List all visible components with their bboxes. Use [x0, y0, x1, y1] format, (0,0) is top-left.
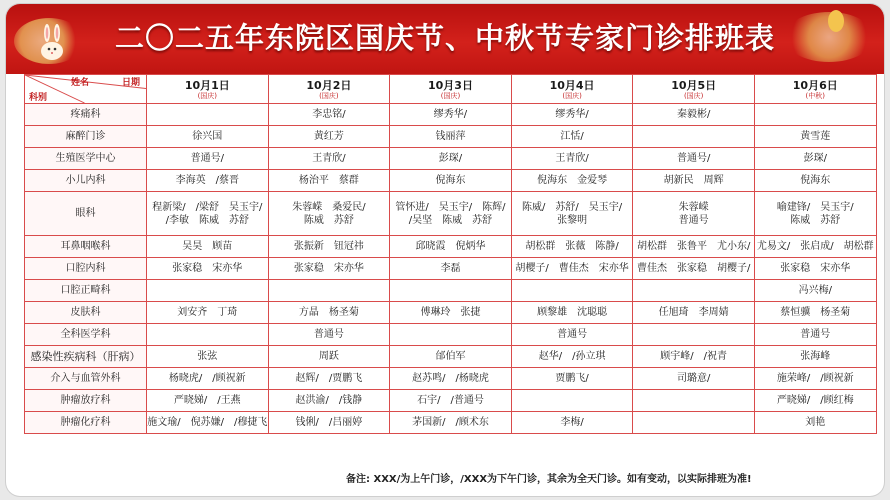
- department-name: 介入与血管外科: [25, 368, 147, 390]
- doctor-cell: [390, 390, 512, 412]
- corner-date-label: 日期: [121, 78, 140, 88]
- doctor-cell: [633, 192, 755, 236]
- date-label: 10月6日: [792, 79, 838, 92]
- doctor-names: 朱蓉嵘 桑爱民/: [292, 201, 366, 213]
- doctor-cell: [147, 104, 269, 126]
- doctor-names: 普通号/: [676, 153, 711, 164]
- doctor-cell: [511, 258, 633, 280]
- holiday-label: (国庆): [319, 92, 339, 100]
- doctor-cell: [633, 258, 755, 280]
- holiday-label: (国庆): [440, 92, 461, 100]
- date-header: [511, 75, 633, 104]
- doctor-names: 石宇/ /普通号: [417, 395, 484, 406]
- holiday-label: (国庆): [562, 92, 582, 100]
- date-label: 10月3日: [428, 79, 473, 92]
- doctor-cell: [147, 258, 269, 280]
- doctor-names: 严晓娣/ /王燕: [173, 395, 241, 406]
- doctor-cell: [754, 236, 876, 258]
- doctor-names: 严晓娣/ /顾红梅: [776, 395, 854, 406]
- doctor-names: 张弦: [197, 351, 218, 362]
- doctor-cell: [390, 368, 512, 390]
- doctor-names: 李梅/: [560, 417, 584, 428]
- doctor-cell: [511, 412, 633, 434]
- doctor-cell: [268, 126, 390, 148]
- table-row: [25, 412, 877, 434]
- doctor-cell: [147, 148, 269, 170]
- doctor-names: 顾黎雄 沈聪聪: [537, 307, 608, 318]
- doctor-names: 陈威 苏舒: [790, 214, 841, 226]
- doctor-cell: [754, 170, 876, 192]
- doctor-names: 尤易文/ 张启成/ 胡松群: [756, 241, 874, 252]
- doctor-cell: [754, 390, 876, 412]
- date-label: 10月1日: [184, 79, 230, 92]
- date-header: [268, 75, 390, 104]
- doctor-names: 倪海东: [435, 175, 466, 186]
- footnote: 备注: XXX/为上午门诊，/XXX为下午门诊，其余为全天门诊。如有变动，以实际排班为准!: [346, 474, 752, 485]
- doctor-names: 倪海东: [800, 175, 831, 186]
- doctor-cell: [268, 368, 390, 390]
- doctor-names: 赵华/ /孙立琪: [538, 351, 606, 362]
- doctor-names: 刘安齐 丁琦: [177, 307, 238, 318]
- corner-cell: [25, 75, 147, 104]
- doctor-names: 普通号: [800, 329, 831, 340]
- doctor-names: 任旭琦 李周婧: [658, 307, 729, 318]
- doctor-names: 王青欣/: [555, 153, 589, 164]
- doctor-cell: [147, 126, 269, 148]
- doctor-names: 赵苏鸣/ /杨晓虎: [412, 373, 489, 384]
- lantern-icon: [828, 10, 844, 32]
- header-row: [25, 75, 877, 104]
- doctor-cell: [511, 324, 633, 346]
- doctor-cell: [390, 280, 512, 302]
- doctor-cell: [390, 148, 512, 170]
- date-label: 10月4日: [549, 79, 595, 92]
- doctor-names: 管怀进/ 吴玉宇/ 陈辉/: [395, 201, 506, 213]
- doctor-names: 张家稳 宋亦华: [293, 263, 364, 274]
- doctor-names: 施文瑜/ 倪苏嫌/ /穆捷飞: [147, 417, 268, 428]
- doctor-names: 普通号: [313, 329, 344, 340]
- doctor-cell: [390, 170, 512, 192]
- department-name: 小儿内科: [25, 170, 147, 192]
- doctor-names: 黄红芳: [313, 131, 344, 142]
- doctor-cell: [633, 148, 755, 170]
- doctor-names: 方晶 杨圣菊: [298, 307, 359, 318]
- doctor-cell: [633, 170, 755, 192]
- doctor-cell: [754, 192, 876, 236]
- doctor-names: 胡新民 周辉: [663, 175, 724, 186]
- doctor-cell: [268, 412, 390, 434]
- doctor-names: 普通号: [678, 214, 709, 226]
- doctor-cell: [268, 104, 390, 126]
- date-label: 10月5日: [671, 79, 717, 92]
- doctor-names: /吴坚 陈威 苏舒: [408, 214, 493, 226]
- table-row: [25, 126, 877, 148]
- doctor-cell: [390, 126, 512, 148]
- doctor-cell: [268, 148, 390, 170]
- department-name: 肿瘤化疗科: [25, 412, 147, 434]
- doctor-cell: [511, 280, 633, 302]
- department-name: 感染性疾病科（肝病）: [25, 346, 147, 368]
- doctor-names: 赵洪渝/ /钱静: [295, 395, 363, 406]
- doctor-names: 杨治平 蔡群: [298, 175, 359, 186]
- doctor-names: 吴昊 顾苗: [182, 241, 233, 252]
- doctor-names: 司璐意/: [676, 373, 711, 384]
- doctor-cell: [511, 302, 633, 324]
- department-name: 肿瘤放疗科: [25, 390, 147, 412]
- doctor-cell: [147, 280, 269, 302]
- department-name: 麻醉门诊: [25, 126, 147, 148]
- doctor-cell: [268, 280, 390, 302]
- doctor-cell: [754, 104, 876, 126]
- doctor-cell: [268, 390, 390, 412]
- doctor-names: 缪秀华/: [433, 109, 468, 120]
- doctor-cell: [754, 126, 876, 148]
- department-name: 耳鼻咽喉科: [25, 236, 147, 258]
- doctor-names: 王青欣/: [312, 153, 346, 164]
- doctor-names: 冯兴梅/: [798, 285, 832, 296]
- doctor-cell: [147, 346, 269, 368]
- doctor-cell: [754, 324, 876, 346]
- doctor-cell: [511, 148, 633, 170]
- doctor-cell: [633, 126, 755, 148]
- doctor-names: 傅琳玲 张捷: [420, 307, 481, 318]
- doctor-names: 陈威 苏舒: [303, 214, 354, 226]
- table-row: [25, 324, 877, 346]
- doctor-cell: [147, 192, 269, 236]
- doctor-cell: [633, 390, 755, 412]
- doctor-cell: [268, 170, 390, 192]
- holiday-label: (中秋): [805, 92, 825, 100]
- doctor-names: 张黎明: [557, 214, 588, 226]
- doctor-cell: [511, 104, 633, 126]
- doctor-cell: [633, 412, 755, 434]
- doctor-cell: [511, 192, 633, 236]
- doctor-names: 胡松群 张鲁平 尤小东/: [636, 241, 751, 252]
- doctor-names: 胡松群 张薇 陈静/: [525, 241, 619, 252]
- doctor-names: 刘艳: [805, 417, 826, 428]
- doctor-cell: [633, 104, 755, 126]
- date-header: [147, 75, 269, 104]
- table-row: [25, 280, 877, 302]
- doctor-names: 邰伯军: [435, 351, 466, 362]
- holiday-label: (国庆): [683, 92, 704, 100]
- doctor-cell: [511, 390, 633, 412]
- doctor-names: 邱晓霞 倪炳华: [415, 241, 486, 252]
- doctor-cell: [268, 324, 390, 346]
- doctor-cell: [390, 346, 512, 368]
- doctor-names: 倪海东 金爱琴: [537, 175, 608, 186]
- doctor-cell: [268, 236, 390, 258]
- doctor-cell: [147, 324, 269, 346]
- doctor-cell: [390, 302, 512, 324]
- doctor-names: 施荣峰/ /顾祝新: [776, 373, 854, 384]
- table-row: [25, 346, 877, 368]
- schedule-table: [24, 74, 877, 434]
- doctor-names: 朱蓉嵘: [678, 201, 709, 213]
- doctor-cell: [633, 280, 755, 302]
- department-name: 皮肤科: [25, 302, 147, 324]
- doctor-names: 喻建锋/ 吴玉宇/: [776, 201, 854, 213]
- doctor-cell: [390, 104, 512, 126]
- doctor-cell: [268, 192, 390, 236]
- date-header: [633, 75, 755, 104]
- doctor-cell: [268, 302, 390, 324]
- doctor-cell: [633, 368, 755, 390]
- schedule-board: [6, 4, 884, 496]
- doctor-names: 黄雪莲: [800, 131, 831, 142]
- doctor-cell: [633, 236, 755, 258]
- department-name: 口腔正畸科: [25, 280, 147, 302]
- doctor-names: 普通号: [557, 329, 588, 340]
- doctor-names: 李忠铭/: [312, 109, 346, 120]
- doctor-names: 张家稳 宋亦华: [780, 263, 851, 274]
- doctor-cell: [147, 412, 269, 434]
- doctor-names: 杨晓虎/ /顾祝新: [168, 373, 246, 384]
- doctor-cell: [147, 236, 269, 258]
- table-row: [25, 192, 877, 236]
- table-row: [25, 236, 877, 258]
- doctor-cell: [268, 346, 390, 368]
- doctor-cell: [390, 412, 512, 434]
- doctor-cell: [511, 236, 633, 258]
- doctor-names: 江恬/: [560, 131, 584, 142]
- department-name: 生殖医学中心: [25, 148, 147, 170]
- holiday-label: (国庆): [197, 92, 218, 100]
- date-header: [390, 75, 512, 104]
- doctor-cell: [511, 170, 633, 192]
- doctor-cell: [754, 368, 876, 390]
- department-name: 口腔内科: [25, 258, 147, 280]
- doctor-names: 钱俐/ /吕丽婷: [295, 417, 363, 428]
- doctor-names: 钱丽萍: [435, 131, 466, 142]
- table-row: [25, 148, 877, 170]
- page-title: 二〇二五年东院区国庆节、中秋节专家门诊排班表: [114, 21, 775, 55]
- date-label: 10月2日: [306, 79, 352, 92]
- doctor-names: 蔡恒骥 杨圣菊: [780, 307, 851, 318]
- table-row: [25, 258, 877, 280]
- doctor-names: 李磊: [440, 263, 461, 274]
- doctor-cell: [390, 258, 512, 280]
- table-row: [25, 368, 877, 390]
- doctor-cell: [754, 302, 876, 324]
- doctor-names: 彭琛/: [803, 153, 827, 164]
- doctor-names: 周跃: [318, 351, 339, 362]
- doctor-names: 徐兴国: [192, 131, 223, 142]
- department-name: 疼痛科: [25, 104, 147, 126]
- doctor-cell: [268, 258, 390, 280]
- doctor-cell: [390, 324, 512, 346]
- doctor-cell: [511, 126, 633, 148]
- doctor-cell: [147, 368, 269, 390]
- doctor-cell: [511, 368, 633, 390]
- doctor-names: 缪秀华/: [555, 109, 589, 120]
- doctor-cell: [754, 412, 876, 434]
- doctor-cell: [633, 302, 755, 324]
- doctor-cell: [147, 302, 269, 324]
- doctor-names: 贾鹏飞/: [555, 373, 589, 384]
- corner-dept-label: 科别: [29, 93, 48, 103]
- doctor-cell: [633, 346, 755, 368]
- doctor-names: 彭琛/: [438, 153, 463, 164]
- doctor-cell: [390, 236, 512, 258]
- doctor-cell: [754, 148, 876, 170]
- doctor-cell: [754, 258, 876, 280]
- doctor-names: 张振新 钮冠祎: [293, 241, 364, 252]
- date-header: [754, 75, 876, 104]
- doctor-names: 曹佳杰 张家稳 胡樱子/: [636, 263, 751, 274]
- title-banner: [6, 4, 884, 74]
- doctor-names: 赵辉/ /贾鹏飞: [295, 373, 363, 384]
- corner-name-label: 姓名: [71, 78, 90, 88]
- department-name: 眼科: [25, 192, 147, 236]
- table-row: [25, 104, 877, 126]
- doctor-names: 陈威/ 苏舒/ 吴玉宇/: [522, 201, 623, 213]
- doctor-names: 茅国新/ /顾术东: [412, 417, 489, 428]
- table-row: [25, 390, 877, 412]
- doctor-cell: [147, 390, 269, 412]
- doctor-names: 李海英 /蔡晋: [175, 175, 239, 186]
- doctor-names: 张家稳 宋亦华: [172, 263, 243, 274]
- doctor-cell: [147, 170, 269, 192]
- doctor-cell: [390, 192, 512, 236]
- doctor-names: 顾宇峰/ /祝青: [660, 351, 728, 362]
- doctor-cell: [754, 346, 876, 368]
- doctor-cell: [633, 324, 755, 346]
- doctor-names: 张海峰: [800, 351, 831, 362]
- doctor-names: /李敏 陈威 苏舒: [165, 214, 249, 226]
- department-name: 全科医学科: [25, 324, 147, 346]
- doctor-names: 胡樱子/ 曹佳杰 宋亦华: [515, 263, 629, 274]
- doctor-names: 普通号/: [190, 153, 224, 164]
- doctor-cell: [511, 346, 633, 368]
- table-row: [25, 302, 877, 324]
- doctor-names: 程新梁/ /梁舒 吴玉宇/: [152, 201, 263, 213]
- doctor-cell: [754, 280, 876, 302]
- doctor-names: 秦毅彬/: [676, 109, 711, 120]
- table-row: [25, 170, 877, 192]
